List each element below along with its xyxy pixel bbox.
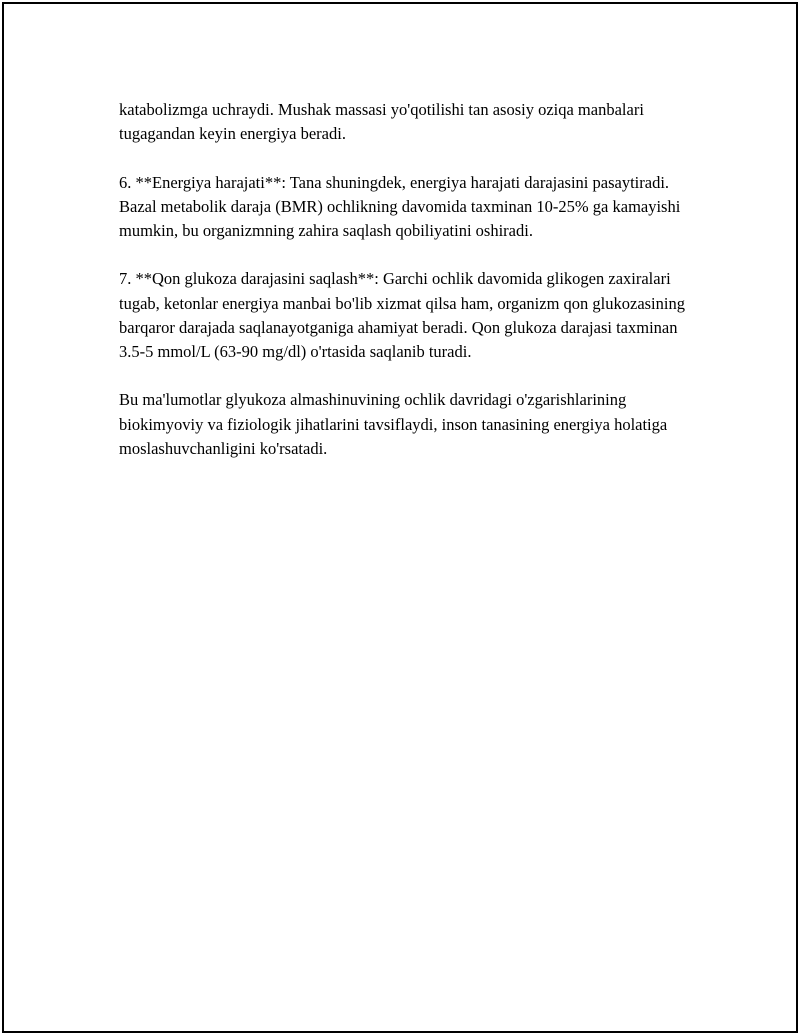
paragraph-blood-glucose: 7. **Qon glukoza darajasini saqlash**: Garchi ochlik davomida glikogen zaxiralari tugab, ketonlar energiya manbai bo'lib xizmat qilsa ham, organizm qon glukozasining barqaror darajada saqlanayotganiga ahamiyat beradi. Qon glukoza darajasi taxminan 3.5-5 mmol/L (63-90 mg/dl) o'rtasida saqlanib turadi.: [119, 269, 685, 361]
paragraph-summary: Bu ma'lumotlar glyukoza almashinuvining ochlik davridagi o'zgarishlarining biokimyoviy va fiziologik jihatlarini tavsiflaydi, inson tanasining energiya holatiga moslashuvchanligini ko'rsatadi.: [119, 390, 668, 458]
paragraph-continuation: katabolizmga uchraydi. Mushak massasi yo'qotilishi tan asosiy oziqa manbalari tugagandan keyin energiya beradi.: [119, 100, 644, 144]
document-body: [119, 98, 704, 485]
paragraph-energy-expenditure: 6. **Energiya harajati**: Tana shuningdek, energiya harajati darajasini pasaytiradi. Bazal metabolik daraja (BMR) ochlikning davomida taxminan 10-25% ga kamayishi mumkin, bu organizmning zahira saqlash qobiliyatini oshiradi.: [119, 172, 681, 240]
document-page: [2, 2, 798, 1033]
